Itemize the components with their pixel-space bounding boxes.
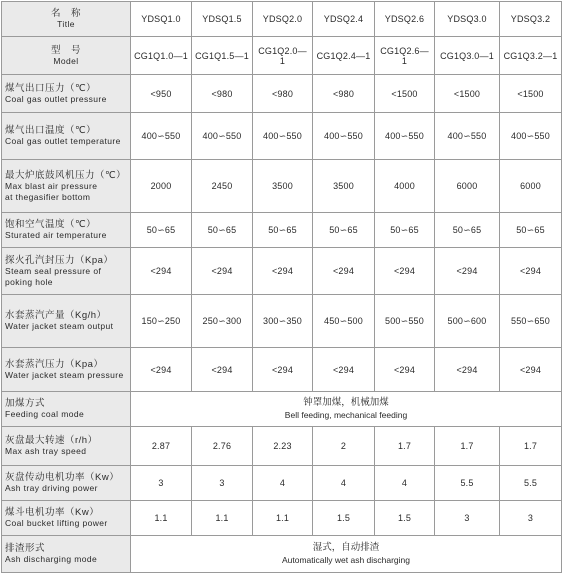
row-header-zh: 最大炉底鼓风机压力（℃） [5, 169, 127, 181]
value-cell: 50∽65 [131, 213, 192, 248]
row-header-zh: 灰盘最大转速（r/h） [5, 435, 98, 446]
merged-value-cell [131, 536, 562, 573]
value-cell: 1.5 [375, 501, 435, 536]
row-header-zh: 水套蒸汽产量（Kg/h） [5, 310, 107, 321]
value-cell: <1500 [435, 75, 500, 113]
value-cell: <294 [375, 348, 435, 392]
value-cell: 50∽65 [313, 213, 375, 248]
row-header-en-line: Max blast air pressure [5, 180, 98, 191]
value-cell: CG1Q3.2—1 [500, 37, 562, 75]
table-row [2, 348, 562, 392]
row-header [2, 427, 131, 466]
row-header-en [5, 56, 127, 67]
row-header-en [5, 136, 127, 147]
merged-value-zh: 钟罩加煤，机械加煤 [303, 397, 389, 408]
row-header [2, 160, 131, 213]
value-cell: <294 [500, 348, 562, 392]
value-cell: 150∽250 [131, 295, 192, 348]
value-cell: <294 [435, 248, 500, 295]
row-header-en [5, 321, 127, 332]
value-cell: 300∽350 [253, 295, 313, 348]
value-cell: YDSQ1.0 [131, 2, 192, 37]
value-cell: 1.7 [500, 427, 562, 466]
value-cell: 50∽65 [375, 213, 435, 248]
value-cell: 3 [131, 466, 192, 501]
value-cell: 50∽65 [192, 213, 253, 248]
value-cell: 500∽550 [375, 295, 435, 348]
value-cell: 1.1 [131, 501, 192, 536]
row-header-en-line: Coal gas outlet temperature [5, 136, 121, 146]
value-cell: 3 [435, 501, 500, 536]
value-cell: YDSQ2.0 [253, 2, 313, 37]
table-row [2, 536, 562, 573]
row-header-en [5, 94, 127, 105]
table-row [2, 160, 562, 213]
row-header-zh: 灰盘传动电机功率（Kw） [5, 472, 120, 483]
value-cell: 2.23 [253, 427, 313, 466]
row-header-en-line: Feeding coal mode [5, 409, 85, 419]
value-cell: 2 [313, 427, 375, 466]
table-row [2, 466, 562, 501]
value-cell: <1500 [500, 75, 562, 113]
value-cell: CG1Q1.0—1 [131, 37, 192, 75]
table-row [2, 37, 562, 75]
value-cell: 4 [313, 466, 375, 501]
value-cell: 5.5 [435, 466, 500, 501]
value-cell: 400∽550 [313, 113, 375, 160]
value-cell: <294 [375, 248, 435, 295]
row-header-en [5, 370, 127, 381]
value-cell: <950 [131, 75, 192, 113]
table-row [2, 113, 562, 160]
value-cell: 400∽550 [131, 113, 192, 160]
table-row [2, 501, 562, 536]
row-header-en-line: poking hole [5, 276, 53, 287]
value-cell: CG1Q1.5—1 [192, 37, 253, 75]
row-header-zh: 饱和空气温度（℃） [5, 219, 97, 230]
row-header [2, 536, 131, 573]
row-header-en-line: Steam seal pressure of [5, 265, 102, 276]
value-cell: <980 [313, 75, 375, 113]
value-cell: 2000 [131, 160, 192, 213]
row-header-zh: 加煤方式 [5, 398, 46, 409]
row-header-en [5, 19, 127, 30]
row-header [2, 501, 131, 536]
value-cell: <1500 [375, 75, 435, 113]
row-header-en-line: at thegasifier bottom [5, 191, 91, 202]
table-row [2, 248, 562, 295]
value-cell: <980 [192, 75, 253, 113]
value-cell: 1.7 [375, 427, 435, 466]
spec-table-body [2, 2, 562, 573]
row-header-zh: 煤气出口温度（℃） [5, 125, 97, 136]
row-header-zh: 煤斗电机功率（Kw） [5, 507, 100, 518]
merged-value-zh: 湿式，自动排渣 [312, 542, 380, 553]
value-cell: 3500 [253, 160, 313, 213]
value-cell: 3 [192, 466, 253, 501]
row-header-zh: 探火孔汽封压力（Kpa） [5, 254, 114, 266]
row-header-zh: 煤气出口压力（℃） [5, 82, 97, 94]
value-cell: <294 [435, 348, 500, 392]
value-cell: 3 [500, 501, 562, 536]
row-header-zh: 名 称 [50, 8, 81, 19]
value-cell: 4 [253, 466, 313, 501]
value-cell: YDSQ3.2 [500, 2, 562, 37]
value-cell: <294 [313, 248, 375, 295]
row-header-en [5, 230, 127, 241]
value-cell: 2.87 [131, 427, 192, 466]
value-cell: 250∽300 [192, 295, 253, 348]
value-cell: 4 [375, 466, 435, 501]
value-cell: <294 [131, 348, 192, 392]
table-row [2, 295, 562, 348]
value-cell: 5.5 [500, 466, 562, 501]
value-cell: 400∽550 [435, 113, 500, 160]
row-header-zh: 排渣形式 [5, 543, 46, 554]
value-cell: 1.1 [192, 501, 253, 536]
value-cell: YDSQ1.5 [192, 2, 253, 37]
value-cell: 50∽65 [500, 213, 562, 248]
row-header-en-line: Ash tray driving power [5, 483, 98, 493]
value-cell: 6000 [435, 160, 500, 213]
row-header-en-line: Water jacket steam output [5, 321, 114, 331]
table-row [2, 75, 562, 113]
value-cell: <294 [253, 348, 313, 392]
row-header-en-line: Title [57, 19, 75, 29]
row-header [2, 75, 131, 113]
value-cell: CG1Q2.4—1 [313, 37, 375, 75]
value-cell: 450∽500 [313, 295, 375, 348]
row-header [2, 2, 131, 37]
row-header-en [5, 266, 127, 288]
merged-value-cell [131, 392, 562, 427]
value-cell: 2450 [192, 160, 253, 213]
value-cell: <294 [192, 348, 253, 392]
value-cell: 2.76 [192, 427, 253, 466]
table-row [2, 2, 562, 37]
value-cell: <294 [131, 248, 192, 295]
value-cell: CG1Q2.0—1 [253, 37, 313, 75]
value-cell: <294 [500, 248, 562, 295]
row-header-en-line: Coal gas outlet pressure [5, 93, 107, 104]
row-header [2, 37, 131, 75]
value-cell: YDSQ2.4 [313, 2, 375, 37]
table-row [2, 392, 562, 427]
row-header-en-line: Max ash tray speed [5, 446, 87, 456]
row-header [2, 248, 131, 295]
value-cell: 6000 [500, 160, 562, 213]
value-cell: 1.7 [435, 427, 500, 466]
value-cell: 400∽550 [192, 113, 253, 160]
row-header-en-line: Ash discharging mode [5, 554, 98, 564]
row-header [2, 113, 131, 160]
row-header-en [5, 409, 127, 420]
value-cell: <294 [192, 248, 253, 295]
value-cell: 550∽650 [500, 295, 562, 348]
row-header-en [5, 181, 127, 203]
value-cell: CG1Q3.0—1 [435, 37, 500, 75]
value-cell: 500∽600 [435, 295, 500, 348]
spec-table [1, 1, 562, 573]
value-cell: 400∽550 [253, 113, 313, 160]
row-header [2, 348, 131, 392]
value-cell: <294 [253, 248, 313, 295]
table-row [2, 213, 562, 248]
row-header-en [5, 518, 127, 529]
value-cell: 4000 [375, 160, 435, 213]
value-cell: 400∽550 [375, 113, 435, 160]
row-header [2, 213, 131, 248]
row-header [2, 295, 131, 348]
value-cell: 50∽65 [435, 213, 500, 248]
row-header-en [5, 554, 127, 565]
value-cell: YDSQ3.0 [435, 2, 500, 37]
table-row [2, 427, 562, 466]
row-header-en-line: Sturated air temperature [5, 230, 107, 240]
value-cell: <980 [253, 75, 313, 113]
value-cell: <294 [313, 348, 375, 392]
row-header-zh: 水套蒸汽压力（Kpa） [5, 358, 104, 370]
row-header [2, 392, 131, 427]
row-header [2, 466, 131, 501]
row-header-en-line: Coal bucket lifting power [5, 518, 108, 528]
value-cell: 1.1 [253, 501, 313, 536]
row-header-en [5, 446, 127, 457]
value-cell: 3500 [313, 160, 375, 213]
value-cell: 400∽550 [500, 113, 562, 160]
value-cell: 1.5 [313, 501, 375, 536]
value-cell: CG1Q2.6—1 [375, 37, 435, 75]
row-header-en-line: Model [53, 55, 79, 66]
value-cell: YDSQ2.6 [375, 2, 435, 37]
value-cell: 50∽65 [253, 213, 313, 248]
merged-value-en: Automatically wet ash discharging [281, 555, 411, 565]
row-header-en [5, 483, 127, 494]
merged-value-en: Bell feeding, mechanical feeding [284, 410, 408, 420]
row-header-en-line: Water jacket steam pressure [5, 369, 124, 380]
row-header-zh: 型 号 [50, 44, 81, 56]
